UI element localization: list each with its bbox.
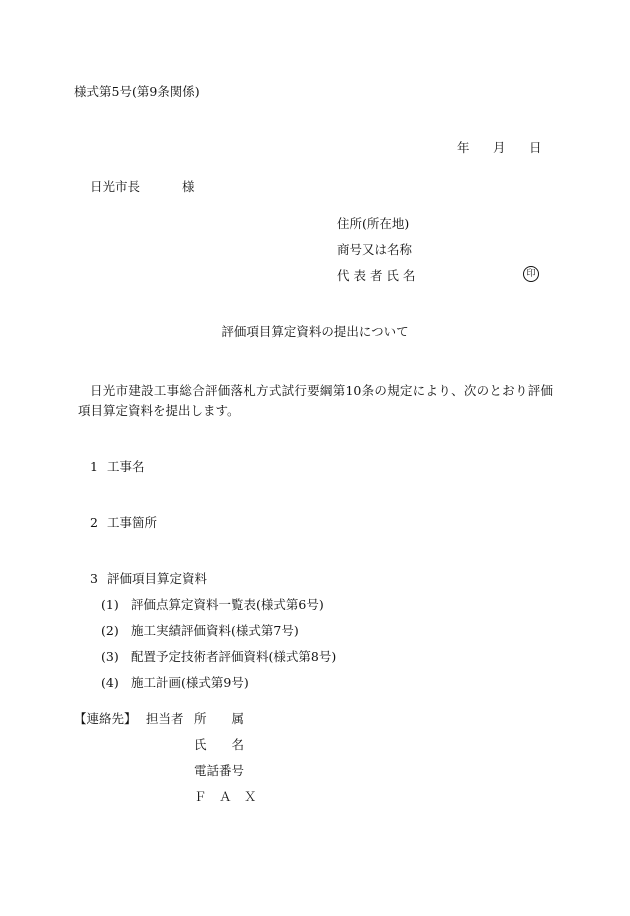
contact-label: 【連絡先】 (74, 711, 137, 726)
section-construction-name (90, 459, 145, 475)
sender-address-label: 住所(所在地) (337, 216, 410, 231)
contact-role: 担当者 (146, 711, 184, 726)
section-label: 工事名 (107, 459, 145, 474)
contact-fields (194, 711, 257, 815)
sender-block (337, 216, 415, 294)
list-item-number: (4) (101, 675, 119, 690)
date-month-label: 月 (493, 140, 506, 155)
list-item-number: (1) (101, 597, 119, 612)
date-day-label: 日 (529, 140, 542, 155)
section-number: 1 (90, 459, 98, 474)
list-item (101, 623, 336, 649)
form-number: 様式第5号(第9条関係) (74, 84, 200, 99)
list-item-number: (3) (101, 649, 119, 664)
list-item-label: 施工実績評価資料(様式第7号) (131, 623, 299, 638)
list-item-number: (2) (101, 623, 119, 638)
contact-field-department: 所 属 (194, 711, 245, 726)
list-item (101, 597, 336, 623)
document-title: 評価項目算定資料の提出について (221, 324, 409, 339)
section-label: 評価項目算定資料 (107, 571, 208, 586)
addressee-name: 日光市長 (90, 179, 141, 194)
addressee-honorific: 様 (182, 179, 195, 194)
list-item-label: 施工計画(様式第9号) (131, 675, 249, 690)
list-item (101, 675, 336, 701)
section-evaluation-materials (90, 571, 207, 587)
body-paragraph: 日光市建設工事総合評価落札方式試行要綱第10条の規定により、次のとおり評価項目算定資料を提出します。 (78, 383, 553, 418)
addressee (90, 179, 195, 195)
contact-field-phone: 電話番号 (194, 763, 245, 778)
list-item (101, 649, 336, 675)
list-item-label: 配置予定技術者評価資料(様式第8号) (131, 649, 337, 664)
section-number: 2 (90, 515, 98, 530)
date-year-label: 年 (457, 140, 470, 155)
contact-field-name: 氏 名 (194, 737, 245, 752)
section-label: 工事箇所 (107, 515, 158, 530)
section-construction-site (90, 515, 157, 531)
sender-company-label: 商号又は名称 (337, 242, 413, 257)
list-item-label: 評価点算定資料一覧表(様式第6号) (131, 597, 324, 612)
materials-list (101, 597, 336, 701)
contact-field-fax: Ｆ Ａ Ｘ (194, 789, 257, 804)
section-number: 3 (90, 571, 98, 586)
sender-representative-label: 代 表 者 氏 名 (337, 268, 416, 283)
seal-icon: 印 (523, 266, 539, 282)
